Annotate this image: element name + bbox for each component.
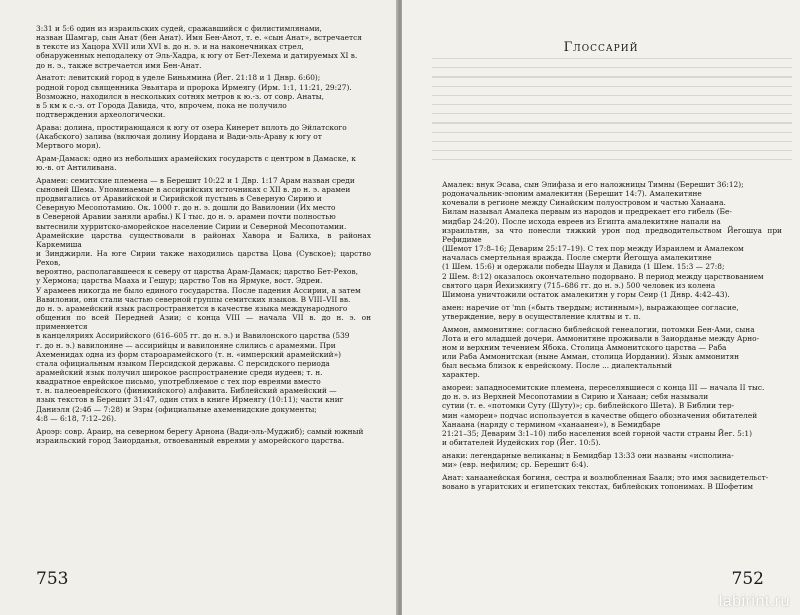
text-line: т. н. палеоеврейского (финикийского) алфавита. Библейский арамейский — (36, 386, 337, 396)
text-line: подтверждения археологически. (36, 110, 166, 119)
text-line: израильский город Заиорданья, отвоеванный евреями у аморейского царства. (36, 435, 345, 445)
entry-amalek (442, 180, 782, 299)
text-line: ю.-в. от Антиливана. (36, 162, 117, 172)
text-line: до н. э. из Верхней Месопотамии в Сирию и Ханаан; себя называли (442, 392, 709, 402)
entry-anakim (442, 451, 782, 469)
text-line: г. до н. э.) вавилоняне — ассирийцы и вавилоняне слились с арамеями. При (36, 340, 336, 350)
text-line: или Раба Аммонитская (ныне Амман, столица Иордании). Язык аммонитян (442, 352, 740, 361)
text-line: анаки: легендарные великаны; в Бемидбар 13:33 они названы «исполина- (442, 450, 734, 460)
text-line: в 5 км к с.-з. от Города Давида, что, впрочем, пока не получило (36, 100, 287, 110)
text-line: Ахеменидах одна из форм староарамейского (т. н. «имперский арамейский») (36, 349, 342, 359)
right-page (402, 0, 800, 615)
text-line: ми» (евр. нефилим; ср. Берешит 6:4). (442, 459, 589, 469)
entry-anat (442, 473, 782, 491)
entry-aroer (36, 427, 371, 445)
right-page-number: 752 (731, 569, 764, 589)
entry-amen (442, 303, 782, 321)
text-line: в Северной Аравии заняли арабы.) К I тыс. до н. э. арамеи почти полностью (36, 212, 336, 222)
text-line: У арамеев никогда не было единого государства. После падения Ассирии, а затем (36, 285, 361, 295)
text-line: Шимона уничтожили остаток амалекитян у горы Сеир (1 Днвр. 4:42–43). (442, 289, 730, 299)
text-line: и обитателей Иудейских гор (Йег. 10:5). (442, 438, 601, 447)
text-line: ном и верхним течением Ябока. Столица Аммонитского царства — Раба (442, 342, 727, 352)
text-line: утверждение, веру в осуществление клятвы и т. п. (442, 311, 641, 321)
text-line: (Акабского) залива (включая долину Иордана и Вади-эль-Араву к югу от (36, 131, 322, 141)
text-line: Арамейские царства существовали в районах Хавора и Балиха, в районах Каркемиша (36, 230, 371, 249)
text-line: (Шемот 17:8–16; Деварим 25:17–19). С тех пор между Израилем и Амалеком (442, 244, 744, 254)
text-line: Амалек: внук Эсава, сын Элифаза и его наложницы Тимны (Берешит 36:12); (442, 180, 744, 189)
text-line: квадратное еврейское письмо, употребляемое с тех пор евреями вместо (36, 377, 321, 387)
text-line: амен: наречие от 'mn («быть твердым; истинным»), выражающее согласие, (442, 302, 739, 312)
text-line: родной город священника Эвьятара и пророка Ирмеягу (Ирм. 1:1, 11:21, 29:27). (36, 82, 352, 92)
text-line: и Зинджирли. На юге Сирии также находились царства Цова (Сувское); царство Рехов, (36, 248, 371, 268)
text-line: Арава: долина, простирающаяся к югу от озера Кинерет вплоть до Эйлатского (36, 122, 347, 132)
left-text-column (36, 24, 371, 448)
text-line: обнаруженных неподалеку от Эль-Хадра, к югу от Бет-Лехема и датируемых XI в. (36, 51, 358, 61)
text-line: 4:8 — 6:18, 7:12–26). (36, 413, 117, 423)
text-line: был весьма близок к еврейскому. После ... диалектальный (442, 361, 673, 371)
text-line: вовано в угаритских и египетских текстах, библейских топонимах. В Шофетим (442, 481, 753, 491)
entry-arava (36, 123, 371, 150)
text-line: Мертвого моря). (36, 141, 101, 151)
text-line: вероятно, располагавшееся к северу от царства Арам-Дамаск; царство Бет-Рехов, (36, 267, 358, 277)
text-line: Северную Месопотамию. Ок. 1000 г. до н. э. дошли до Вавилонии (Их место (36, 203, 336, 213)
entry-anatot (36, 73, 371, 119)
entry-amorites (442, 383, 782, 447)
text-line: 3:31 и 5:6 один из израильских судей, сражавшийся с филистимлянами, (36, 24, 322, 33)
right-text-column (442, 180, 782, 495)
text-line: началась смертельная вражда. После смерти Йегошуа амалекитяне (442, 253, 712, 263)
text-line: 2 Шем. 8:12) оказалось окончательно подорвано. В период между царствованием (442, 271, 764, 281)
text-line: святого царя Йехизкиягу (715–686 гг. до н. э.) 500 человек из колена (442, 280, 716, 290)
text-line: амореи: западносемитские племена, переселявшиеся с конца III — начала II тыс. (442, 383, 765, 393)
text-line: в канцеляриях Ассирийского (616–605 гг. до н. э.) и Вавилонского царства (539 (36, 331, 350, 341)
watermark: labirint.ru (718, 593, 790, 610)
entry-arameans (36, 176, 371, 423)
text-line: мин «амореи» подчас используется в качестве общего обозначения обитателей (442, 410, 758, 420)
text-line: общения по всей Передней Азии; с конца VIII — начала VII в. до н. э. он применяется (36, 313, 371, 332)
text-line: в тексте из Хацора XVII или XVI в. до н. э. и на наконечниках стрел, (36, 42, 304, 52)
text-line: Возможно, находился в нескольких сотнях метров к ю.-з. от совр. Анаты, (36, 91, 325, 101)
text-line: Ароэр: совр. Араир, на северном берегу Арнона (Вади-эль-Муджиб); самый южный (36, 426, 364, 436)
text-line: арамейский язык получил широкое распространение среди иудеев; т. н. (36, 368, 323, 377)
text-line: израильтян, за что понесли тяжкий урон под предводительством Йегошуа при Рефидиме (442, 225, 782, 244)
text-line: сыновей Шема. Упоминаемые в ассирийских источниках с XII в. до н. э. арамеи (36, 184, 351, 194)
text-line: стала официальным языком Персидской державы. С персидского периода (36, 358, 330, 368)
text-line: Аммон, аммонитяне: согласно библейской генеалогии, потомки Бен-Ами, сына (442, 324, 755, 334)
text-line: продвигались от Аравийской и Сирийской пустынь в Северную Сирию и (36, 194, 322, 204)
entry-aram-damask (36, 154, 371, 172)
text-line: 21:21–35; Деварим 3:1–10) либо населения всей горной части страны Йег. 5:1) (442, 428, 752, 438)
text-line: Анатот: левитский город в уделе Биньямина (Йег. 21:18 и 1 Днвр. 6:60); (36, 73, 321, 83)
text-line: сутии (т. е. «потомки Суту (Шуту)»; ср. библейского Шета). В Библии тер- (442, 401, 735, 411)
text-line: Билам называл Амалека первым из народов и предрекает его гибель (Бе- (442, 207, 732, 217)
text-line: Арам-Дамаск: одно из небольших арамейских государств с центром в Дамаске, к (36, 153, 356, 163)
text-line: Анат: ханаанейская богиня, сестра и возлюбленная Бааля; это имя засвидетельст- (442, 472, 769, 482)
text-line: у Хермона; царства Мааха и Гешур; царство Тов на Ярмуке, вост. Эдреи. (36, 276, 323, 286)
text-line: до н. э., также встречается имя Бен-Анат. (36, 60, 202, 70)
left-page-number: 753 (36, 569, 69, 589)
text-line: кочевали в регионе между Синайским полуостровом и частью Ханаана. (442, 198, 726, 208)
text-line: Лота и его младшей дочери. Аммонитяне проживали в Заиорданье между Арно- (442, 333, 760, 343)
text-line: характер. (442, 370, 480, 380)
bleed-through-text (432, 58, 792, 168)
entry-shamgar-continuation (36, 24, 371, 70)
text-line: Ханаана (наряду с термином «ханаанеи»), в Бемидбаре (442, 419, 661, 429)
glossary-heading: Глоссарий (563, 40, 639, 55)
text-line: мидбар 24:20). После исхода евреев из Египта амалекитяне напали на (442, 216, 721, 226)
text-line: Арамеи: семитские племена — в Берешит 10:22 и 1 Двр. 1:17 Арам назван среди (36, 175, 355, 185)
left-page (0, 0, 398, 615)
entry-ammon (442, 325, 782, 380)
text-line: Вавилонии, они стали частью северной группы семитских языков. В VIII–VII вв. (36, 294, 351, 304)
text-line: язык текстов в Берешит 31:47, один стих в книге Ирмеягу (10:11); части книг (36, 395, 344, 405)
text-line: Даниэля (2:4б — 7:28) и Эзры (официальные ахеменидские документы; (36, 404, 317, 414)
text-line: (1 Шем. 15:6) и одержали победы Шауля и Давида (1 Шем. 15:3 — 27:8; (442, 262, 725, 272)
text-line: родоначальник-эпоним амалекитян (Берешит 14:7). Амалекитяне (442, 189, 702, 199)
text-line: до н. э. арамейский язык распространяется в качестве языка международного (36, 303, 348, 313)
text-line: вытеснили хурритско-аморейское население Сирии и Северной Месопотамии. (36, 221, 347, 231)
text-line: назван Шамгар, сын Анат (бен Анат). Имя Бен-Анот, т. е. «сын Анат», встречается (36, 33, 362, 43)
